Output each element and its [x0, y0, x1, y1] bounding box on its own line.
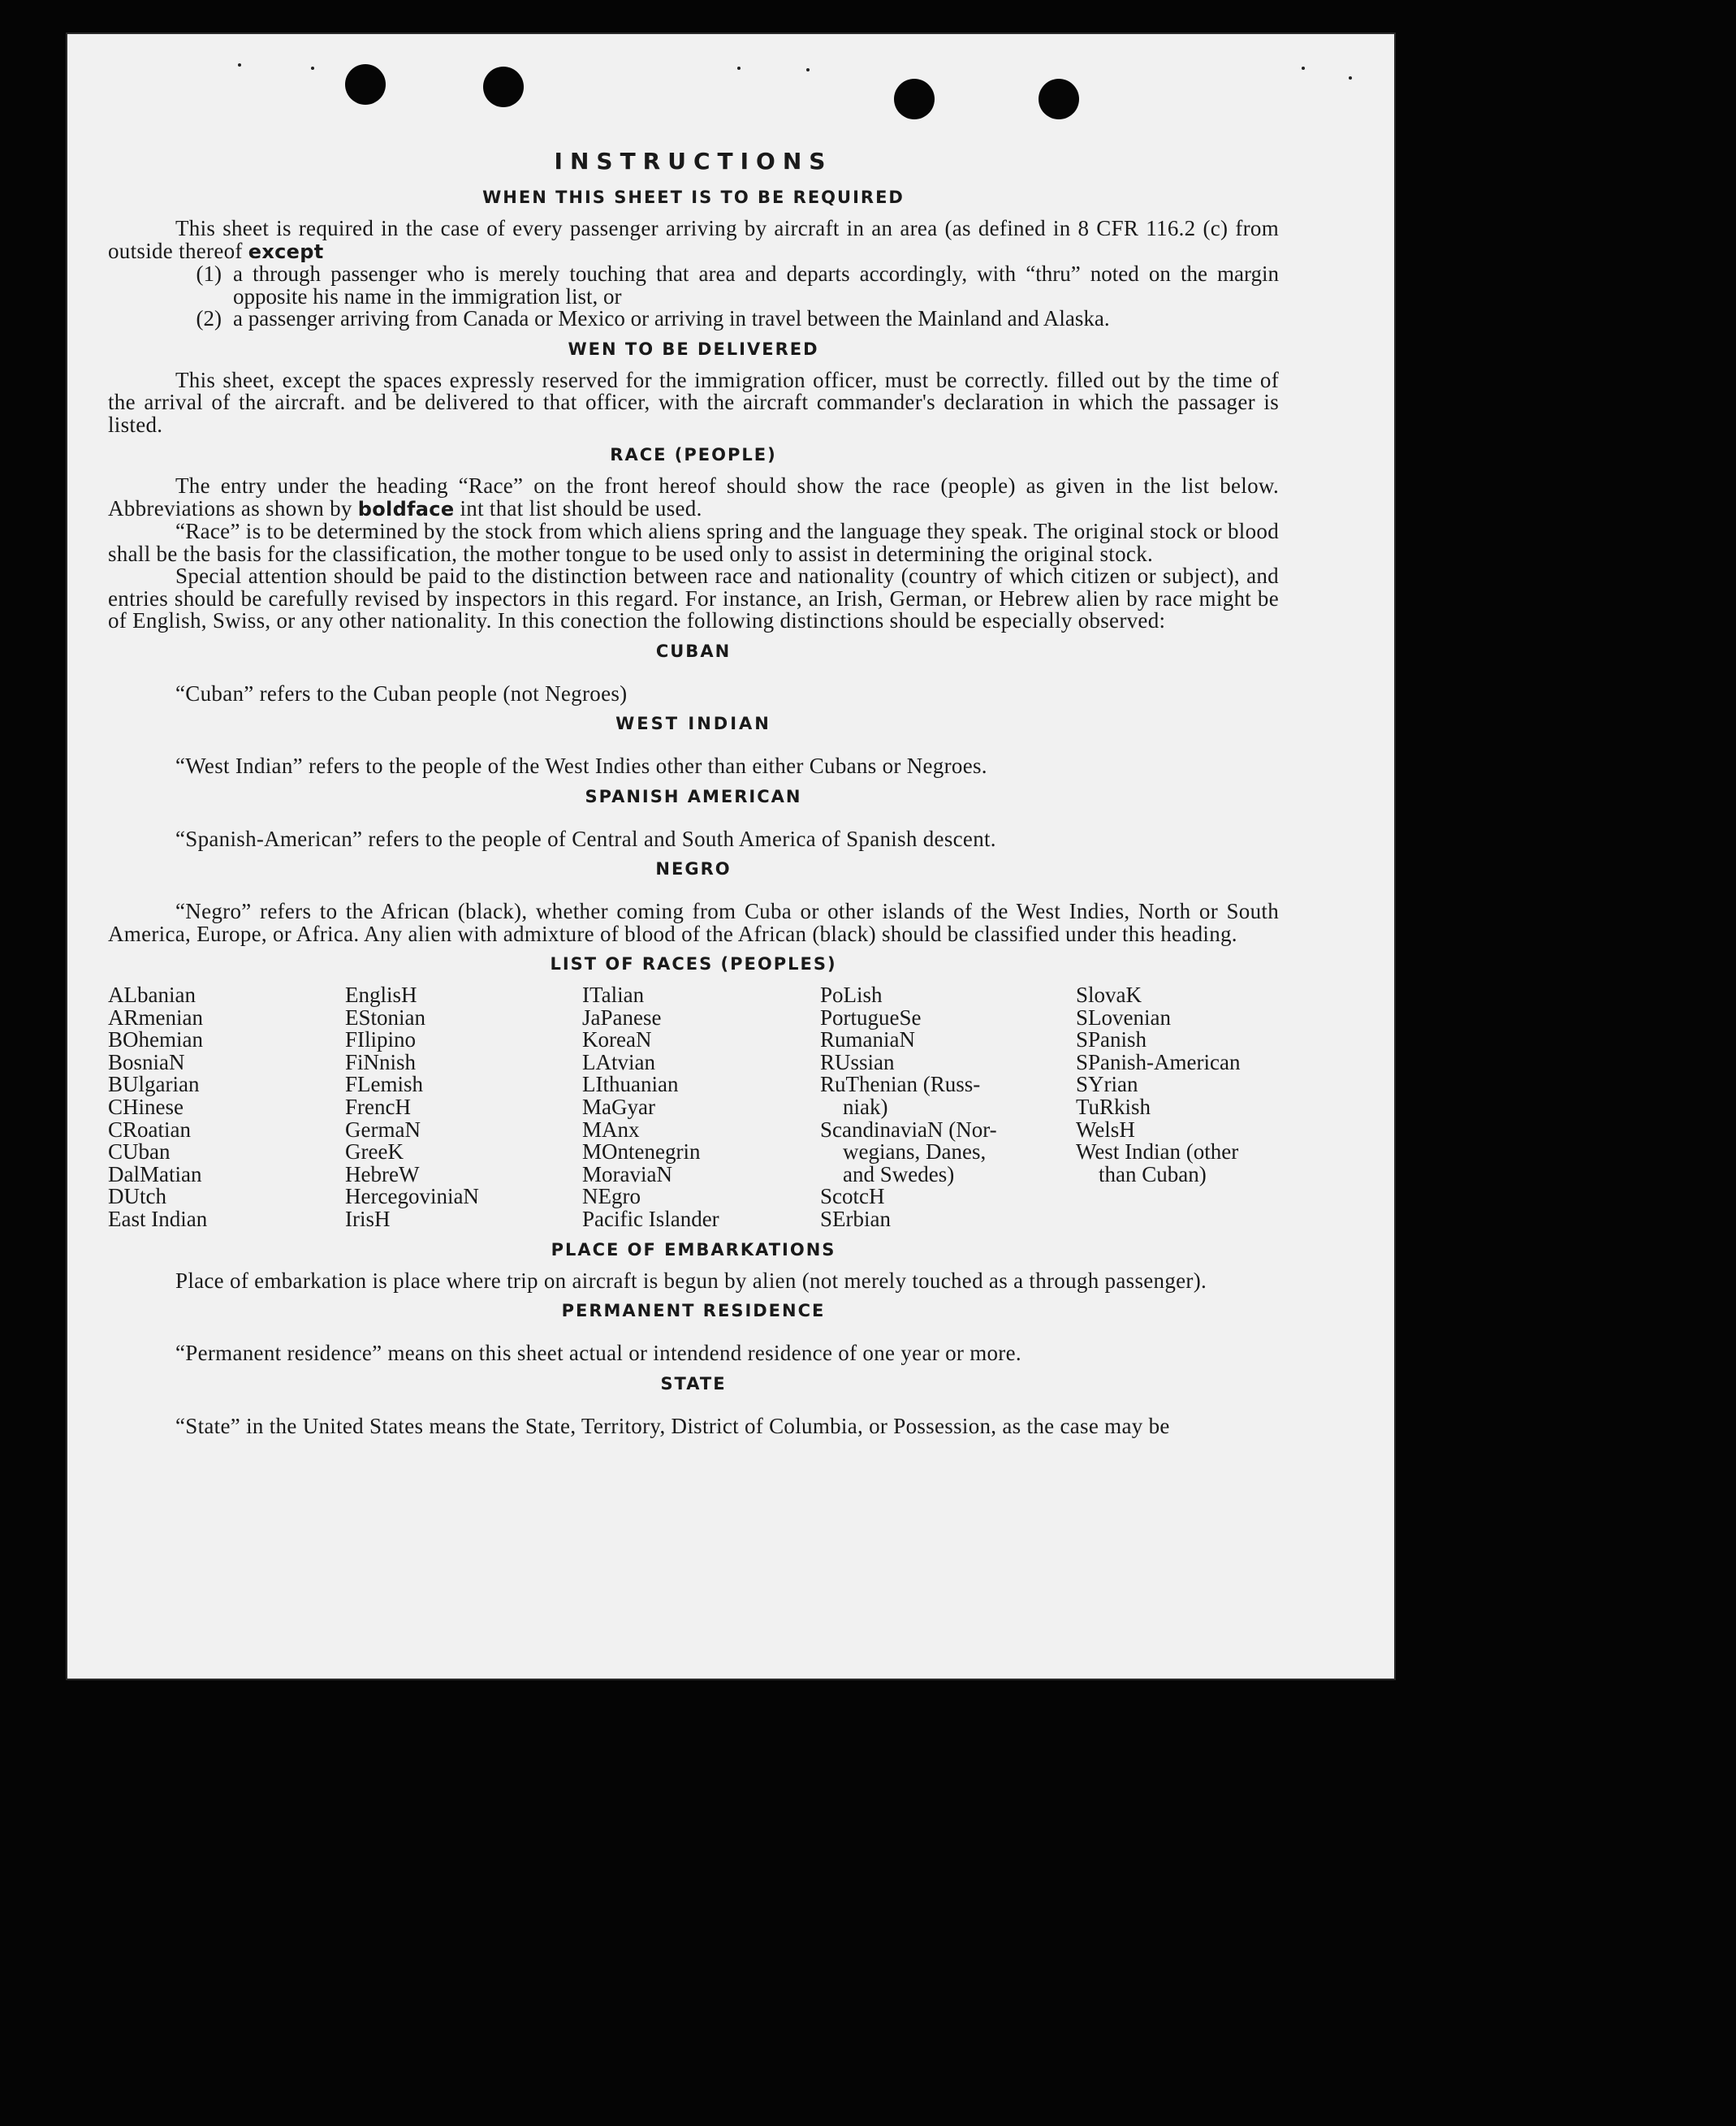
exception-number: (1): [196, 261, 222, 286]
race-item: IrisH: [345, 1206, 391, 1231]
dust-speck: [1349, 76, 1352, 80]
race-list: [108, 984, 1279, 1231]
race-item: HebreW: [345, 1161, 420, 1186]
race-item: FLemish: [345, 1072, 424, 1097]
section-heading-list-of-races: LIST OF RACES (PEOPLES): [550, 954, 837, 974]
when-delivered-text: This sheet, except the spaces expressly reserved for the immigration officer, must be correctly. filled out by the time of the arrival of the aircraft. and be delivered to that officer, with the aircraft commander's declaration in which the passager is listed.: [108, 367, 1279, 437]
race-item: NEgro: [582, 1184, 641, 1209]
race-item: JaPanese: [582, 1005, 662, 1030]
race-column-5: [1076, 984, 1279, 1231]
dust-speck: [1302, 67, 1305, 70]
section-heading-embarkation: PLACE OF EMBARKATIONS: [551, 1239, 836, 1260]
race-item: ALbanian: [108, 983, 196, 1007]
race-column-3: [582, 984, 820, 1231]
race-item: GermaN: [345, 1117, 421, 1142]
exception-text: a through passenger who is merely touching that area and departs accordingly, with “thru” noted on the margin opposite his name in the immigration list, or: [233, 261, 1279, 309]
race-item: RumaniaN: [820, 1027, 915, 1052]
negro-text: “Negro” refers to the African (black), whether coming from Cuba or other islands of the West Indies, North or South America, Europe, or Africa. Any alien with admixture of blood of the African (black) should be classified under this heading.: [108, 899, 1279, 946]
race-item: East Indian: [108, 1206, 208, 1231]
section-heading-state: STATE: [660, 1373, 727, 1394]
race-item: FIlipino: [345, 1027, 417, 1052]
race-item: SLovenian: [1076, 1005, 1171, 1030]
race-item: FiNnish: [345, 1049, 417, 1074]
race-item-continuation: than Cuban): [1099, 1161, 1207, 1186]
race-column-2: [345, 984, 582, 1231]
race-item: MaGyar: [582, 1094, 655, 1119]
boldface-bold: boldface: [357, 497, 455, 521]
section-heading-negro: NEGRO: [655, 859, 732, 879]
race-item: PortugueSe: [820, 1005, 922, 1030]
embarkation-text: Place of embarkation is place where trip on aircraft is begun by alien (not merely touched as a through passenger).: [175, 1268, 1207, 1293]
race-item-continuation: wegians, Danes,: [843, 1139, 987, 1165]
race-item: LIthuanian: [582, 1072, 679, 1097]
exception-item-2: [108, 308, 1279, 331]
race-item: BosniaN: [108, 1049, 185, 1074]
spanish-american-text: “Spanish-American” refers to the people of Central and South America of Spanish descent.: [175, 826, 996, 851]
race-item-continuation: niak): [843, 1094, 888, 1119]
race-item: PoLish: [820, 983, 883, 1007]
race-item-continuation: and Swedes): [843, 1161, 955, 1186]
punch-hole: [894, 79, 935, 119]
punch-hole: [483, 67, 524, 107]
except-bold: except: [248, 240, 324, 263]
race-item: SPanish: [1076, 1027, 1147, 1052]
permanent-residence-text: “Permanent residence” means on this sheet actual or intendend residence of one year or more.: [175, 1341, 1021, 1366]
race-item: ARmenian: [108, 1005, 203, 1030]
race-item: LAtvian: [582, 1049, 655, 1074]
section-heading-race: RACE (PEOPLE): [610, 445, 777, 465]
page-title: INSTRUCTIONS: [554, 148, 833, 175]
exception-number: (2): [196, 306, 222, 331]
state-text: “State” in the United States means the State, Territory, District of Columbia, or Possession, as the case may be: [175, 1413, 1170, 1438]
document-page: [67, 34, 1394, 1679]
race-item: CRoatian: [108, 1117, 191, 1142]
race-item: RuThenian (Russ-: [820, 1072, 981, 1097]
race-item: ScotcH: [820, 1184, 885, 1209]
race-item: EnglisH: [345, 983, 417, 1007]
dust-speck: [737, 67, 741, 70]
race-item: SErbian: [820, 1206, 891, 1231]
race-item: BUlgarian: [108, 1072, 200, 1097]
race-paragraph-2: “Race” is to be determined by the stock from which aliens spring and the language they speak. The original stock or blood shall be the basis for the classification, the mother tongue to be used only to assist in determining the original stock.: [108, 519, 1279, 566]
race-paragraph-3: Special attention should be paid to the distinction between race and nationality (country of which citizen or subject), and entries should be carefully revised by inspectors in this regard. For instance, an Irish, German, or Hebrew alien by race might be of English, Swiss, or any other nationality. In this conection the following distinctions should be especially observed:: [108, 564, 1279, 633]
race-item: HercegoviniaN: [345, 1184, 479, 1209]
race-item: ITalian: [582, 983, 645, 1007]
section-heading-cuban: CUBAN: [655, 641, 732, 661]
race-item: EStonian: [345, 1005, 425, 1030]
west-indian-text: “West Indian” refers to the people of the West Indies other than either Cubans or Negroes.: [175, 754, 987, 778]
race-item: SPanish-American: [1076, 1049, 1241, 1074]
race-paragraph-1: The entry under the heading “Race” on the front hereof should show the race (people) as given in the list below. Abbreviations as shown by boldface int that list should be used.: [108, 473, 1279, 521]
section-heading-when-delivered: WEN TO BE DELIVERED: [568, 339, 819, 359]
exception-item-1: [108, 263, 1279, 308]
race-item: CHinese: [108, 1094, 184, 1119]
race-item: CUban: [108, 1139, 171, 1165]
race-item: RUssian: [820, 1049, 895, 1074]
race-item: MAnx: [582, 1117, 640, 1142]
exception-text: a passenger arriving from Canada or Mexico or arriving in travel between the Mainland and Alaska.: [233, 306, 1110, 331]
race-column-1: [108, 984, 345, 1231]
race-item: SlovaK: [1076, 983, 1142, 1007]
race-item: BOhemian: [108, 1027, 203, 1052]
race-item: MoraviaN: [582, 1161, 672, 1186]
section-heading-spanish-american: SPANISH AMERICAN: [585, 786, 802, 806]
race-item: SYrian: [1076, 1072, 1138, 1097]
race-item: Pacific Islander: [582, 1206, 719, 1231]
race-item: DalMatian: [108, 1161, 202, 1186]
race-item: DUtch: [108, 1184, 166, 1209]
race-item: West Indian (other: [1076, 1139, 1239, 1165]
race-item: WelsH: [1076, 1117, 1135, 1142]
punch-hole: [1039, 79, 1079, 119]
race-item: GreeK: [345, 1139, 404, 1165]
dust-speck: [311, 67, 314, 70]
cuban-text: “Cuban” refers to the Cuban people (not Negroes): [175, 681, 628, 706]
race-item: MOntenegrin: [582, 1139, 701, 1165]
section-heading-permanent-residence: PERMANENT RESIDENCE: [561, 1301, 826, 1321]
race-item: TuRkish: [1076, 1094, 1151, 1119]
race-item: KoreaN: [582, 1027, 652, 1052]
dust-speck: [238, 63, 241, 67]
dust-speck: [806, 68, 810, 71]
instructions-content: [108, 148, 1279, 1437]
race-column-4: [820, 984, 1076, 1231]
race-item: FrencH: [345, 1094, 411, 1119]
race-item: ScandinaviaN (Nor-: [820, 1117, 997, 1142]
section-heading-when-required: WHEN THIS SHEET IS TO BE REQUIRED: [482, 188, 905, 207]
when-required-intro: This sheet is required in the case of every passenger arriving by aircraft in an area (as defined in 8 CFR 116.2 (c) from outside thereof except: [108, 216, 1279, 263]
section-heading-west-indian: WEST INDIAN: [615, 714, 771, 733]
punch-hole: [345, 64, 386, 105]
